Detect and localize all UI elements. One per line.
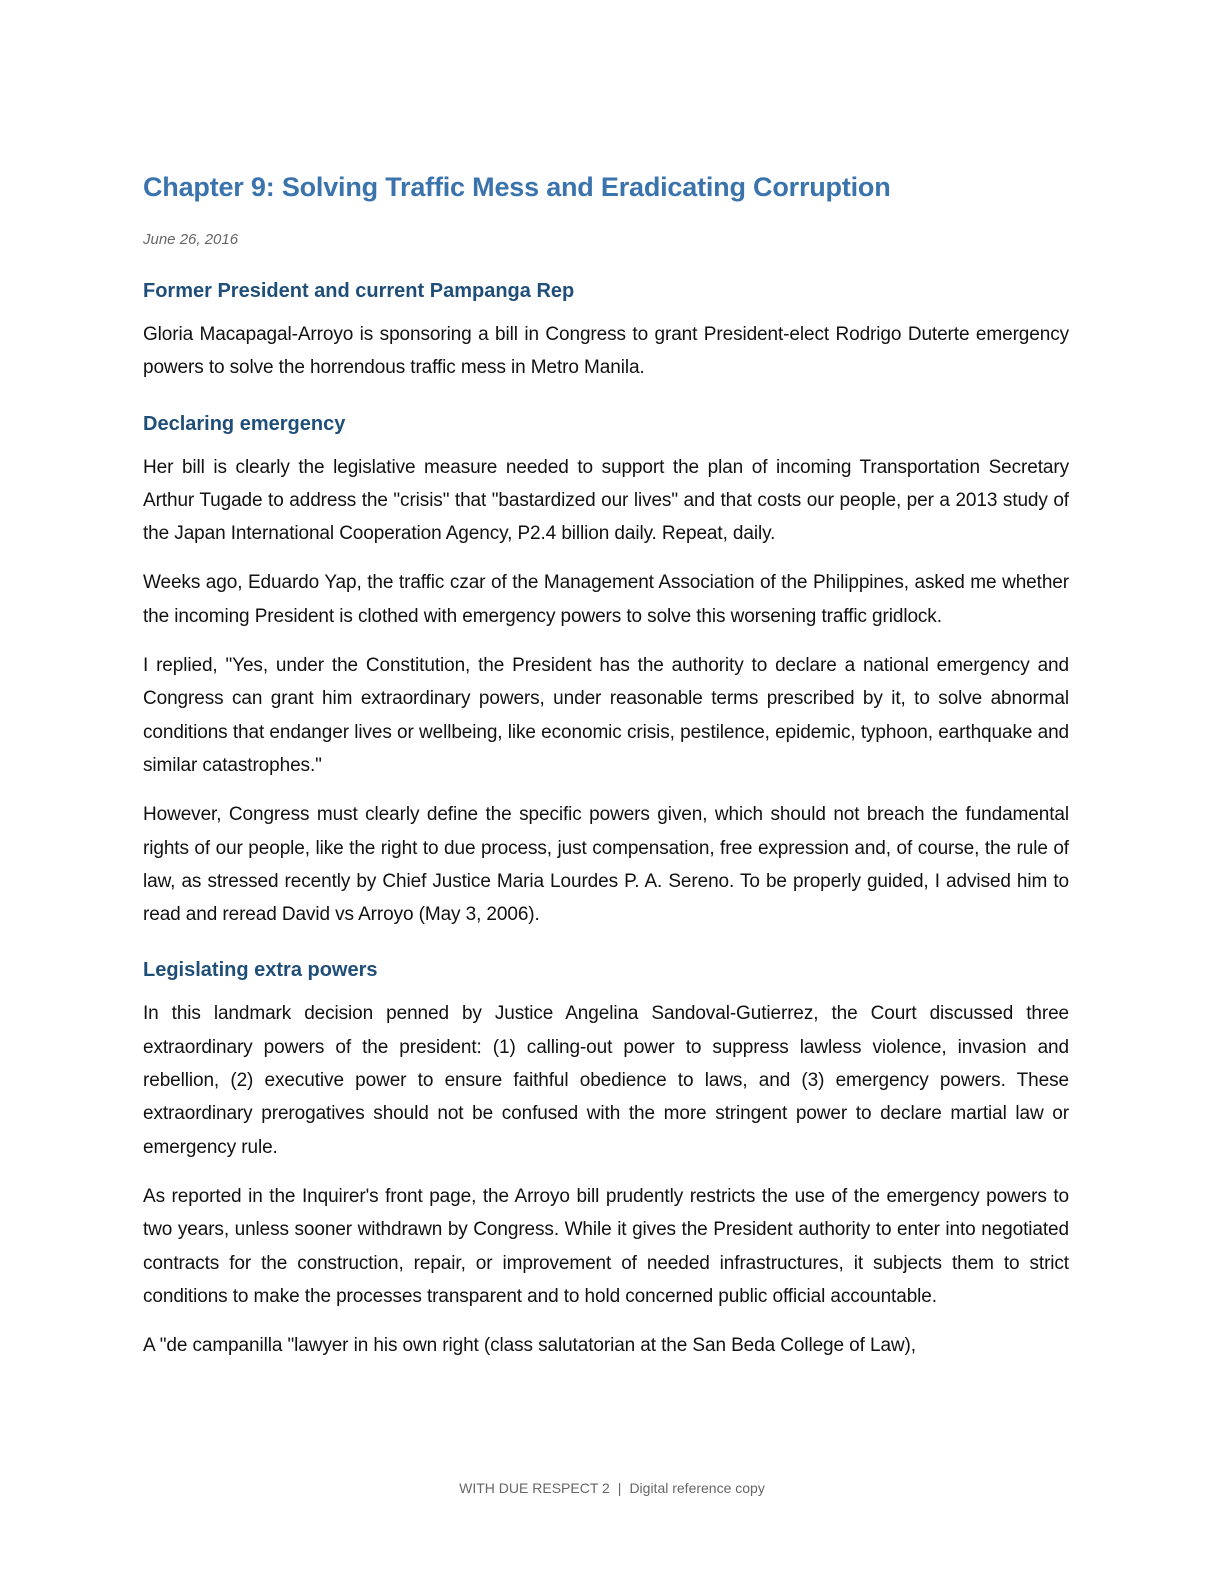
paragraph: A "de campanilla "lawyer in his own right (class salutatorian at the San Beda College of Law),	[143, 1335, 916, 1357]
section-heading: Former President and current Pampanga Rep	[143, 280, 575, 302]
paragraph: In this landmark decision penned by Justice Angelina Sandoval-Gutierrez, the Court discussed three extraordinary powers of the president: (1) calling-out power to suppress lawless violence, invasion and rebellion, (2) executive power to ensure faithful obedience to laws, and (3) emergency powers. These extraordinary prerogatives should not be confused with the more stringent power to declare martial law or emergency rule.	[143, 1003, 1069, 1158]
paragraph: However, Congress must clearly define the specific powers given, which should not breach the fundamental rights of our people, like the right to due process, just compensation, free expression and, of course, the rule of law, as stressed recently by Chief Justice Maria Lourdes P. A. Sereno. To be properly guided, I advised him to read and reread David vs Arroyo (May 3, 2006).	[143, 804, 1069, 926]
publication-date: June 26, 2016	[143, 231, 239, 248]
document-page	[143, 0, 1069, 1584]
section-heading: Legislating extra powers	[143, 959, 378, 982]
paragraph: Her bill is clearly the legislative measure needed to support the plan of incoming Transportation Secretary Arthur Tugade to address the "crisis" that "bastardized our lives" and that costs our people, per a 2013 study of the Japan International Cooperation Agency, P2.4 billion daily. Repeat, daily.	[143, 456, 1069, 545]
chapter-title: Chapter 9: Solving Traffic Mess and Eradicating Corruption	[143, 172, 891, 202]
paragraph: Gloria Macapagal-Arroyo is sponsoring a bill in Congress to grant President-elect Rodrigo Duterte emergency powers to solve the horrendous traffic mess in Metro Manila.	[143, 324, 1069, 379]
section-heading: Declaring emergency	[143, 412, 346, 435]
footer-copy-note: Digital reference copy	[629, 1480, 765, 1496]
article-body	[143, 276, 1069, 1378]
paragraph: As reported in the Inquirer's front page, the Arroyo bill prudently restricts the use of the emergency powers to two years, unless sooner withdrawn by Congress. While it gives the President authority to enter into negotiated contracts for the construction, repair, or improvement of needed infrastructures, it subjects them to strict conditions to make the processes transparent and to hold concerned public official accountable.	[143, 1185, 1069, 1307]
paragraph: I replied, "Yes, under the Constitution, the President has the authority to declare a national emergency and Congress can grant him extraordinary powers, under reasonable terms prescribed by it, to solve abnormal conditions that endanger lives or wellbeing, like economic crisis, pestilence, epidemic, typhoon, earthquake and similar catastrophes."	[143, 655, 1069, 776]
page-footer	[0, 1480, 1224, 1496]
footer-separator: |	[617, 1480, 622, 1496]
footer-book-title: WITH DUE RESPECT 2	[459, 1480, 610, 1496]
paragraph: Weeks ago, Eduardo Yap, the traffic czar of the Management Association of the Philippines, asked me whether the incoming President is clothed with emergency powers to solve this worsening traffic gridlock.	[143, 572, 1069, 627]
